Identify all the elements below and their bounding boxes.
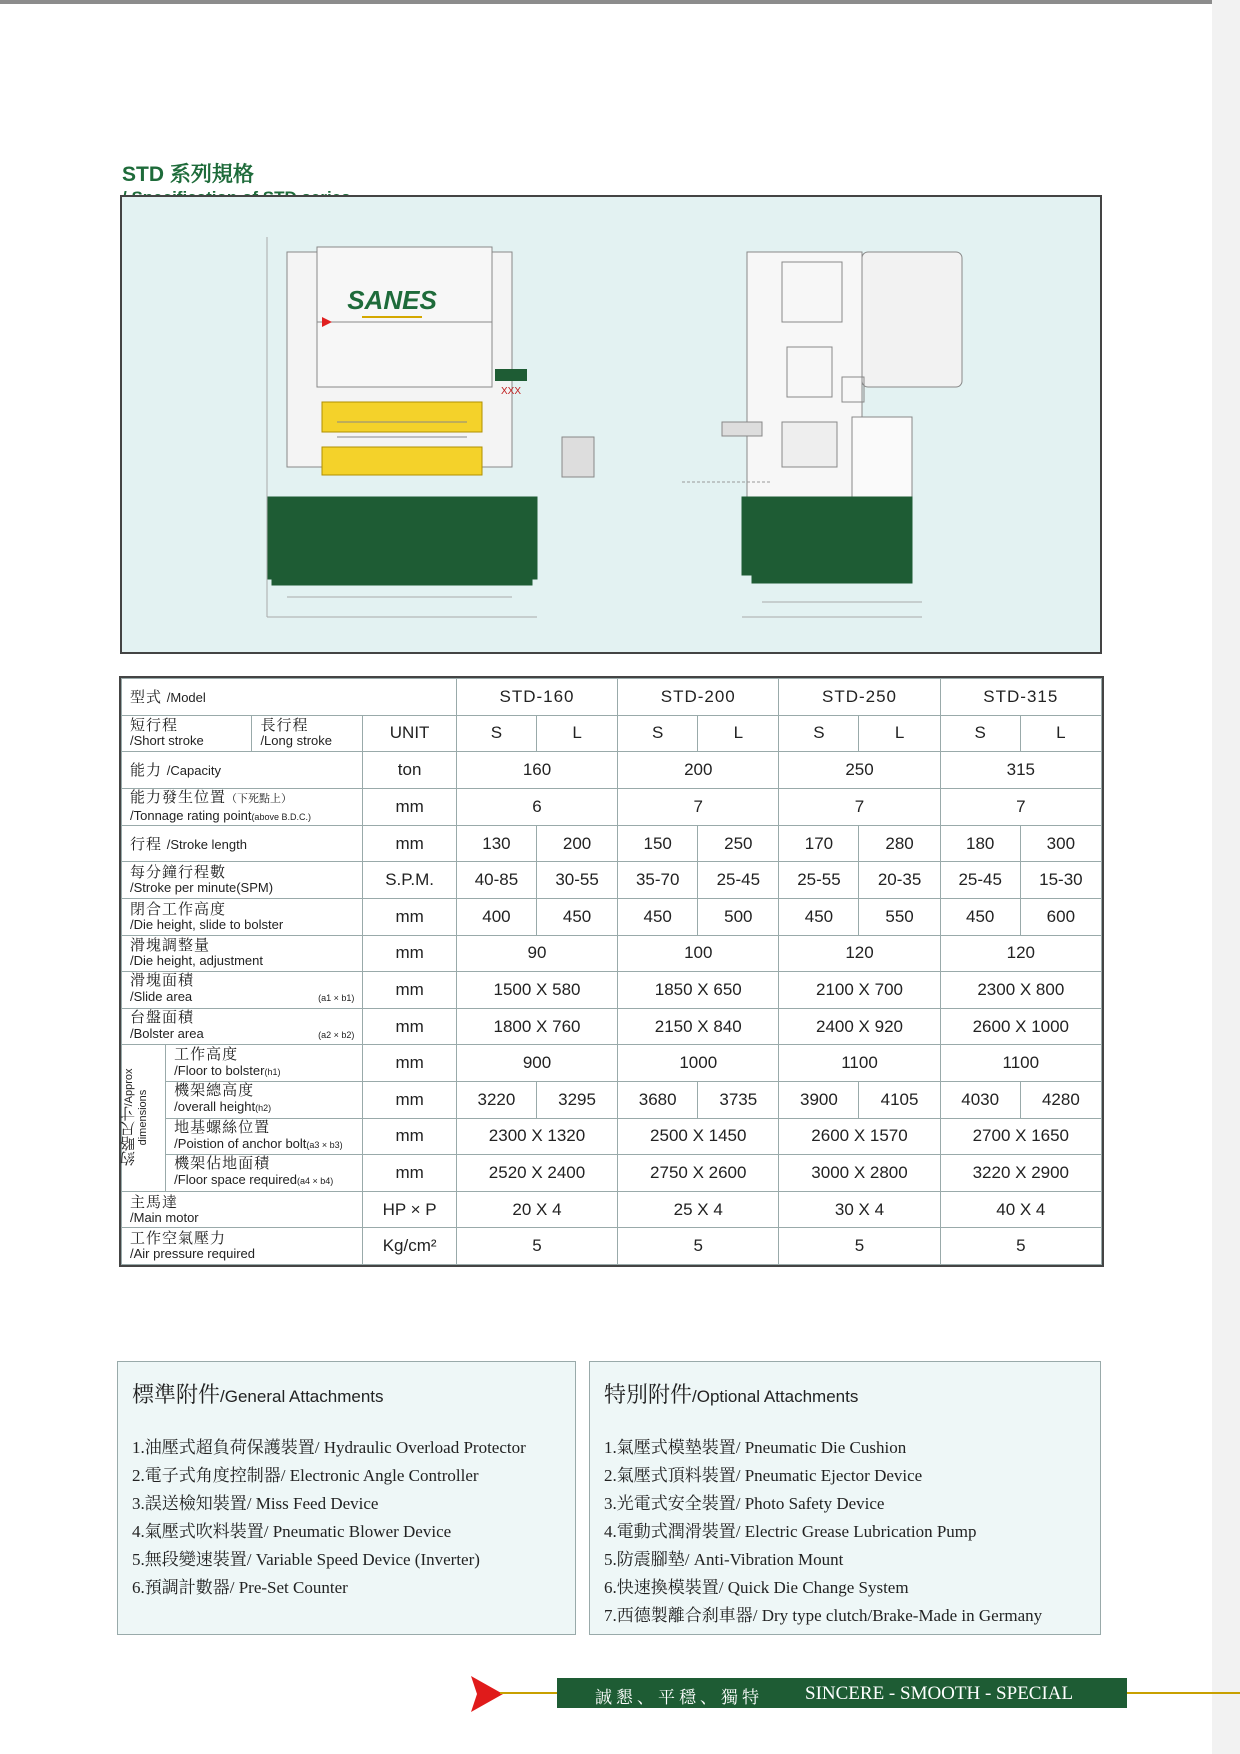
table-row — [122, 1191, 1102, 1228]
value-cell: 40-85 — [456, 862, 536, 899]
unit-cell: mm — [363, 972, 457, 1009]
model-std-200: STD-200 — [618, 679, 779, 716]
value-cell: 5 — [779, 1228, 940, 1265]
value-cell: 2750 X 2600 — [618, 1155, 779, 1192]
value-cell: 15-30 — [1020, 862, 1101, 899]
list-item: 5.防震腳墊/ Anti-Vibration Mount — [604, 1550, 844, 1569]
value-cell: 200 — [536, 825, 617, 862]
value-cell: 2700 X 1650 — [940, 1118, 1101, 1155]
value-cell: 2500 X 1450 — [618, 1118, 779, 1155]
value-cell: 250 — [779, 752, 940, 789]
value-cell: 25-45 — [698, 862, 779, 899]
unit-cell: mm — [363, 825, 457, 862]
row-label: 機架佔地面積 /Floor space required(a4 × b4) — [166, 1155, 363, 1192]
row-label: 滑塊調整量 /Die height, adjustment — [122, 935, 363, 972]
long-stroke-label: 長行程 /Long stroke — [252, 715, 363, 752]
optional-attachments-list — [604, 1434, 1042, 1630]
value-cell: 200 — [618, 752, 779, 789]
table-row — [122, 898, 1102, 935]
row-label: 工作高度 /Floor to bolster(h1) — [166, 1045, 363, 1082]
list-item: 4.氣壓式吹料裝置/ Pneumatic Blower Device — [132, 1522, 452, 1541]
value-cell: 3220 — [456, 1081, 536, 1118]
value-cell: 5 — [456, 1228, 617, 1265]
row-label: 主馬達 /Main motor — [122, 1191, 363, 1228]
value-cell: 130 — [456, 825, 536, 862]
value-cell: 300 — [1020, 825, 1101, 862]
value-cell: 1500 X 580 — [456, 972, 617, 1009]
value-cell: 3900 — [779, 1081, 859, 1118]
value-cell: 100 — [618, 935, 779, 972]
l-header: L — [1020, 715, 1101, 752]
list-item: 2.電子式角度控制器/ Electronic Angle Controller — [132, 1466, 479, 1485]
list-item: 6.快速換模裝置/ Quick Die Change System — [604, 1578, 909, 1597]
value-cell: 5 — [618, 1228, 779, 1265]
l-header: L — [698, 715, 779, 752]
value-cell: 5 — [940, 1228, 1101, 1265]
list-item: 3.光電式安全裝置/ Photo Safety Device — [604, 1494, 885, 1513]
top-border — [0, 0, 1240, 4]
model-std-315: STD-315 — [940, 679, 1101, 716]
value-cell: 30-55 — [536, 862, 617, 899]
value-cell: 90 — [456, 935, 617, 972]
value-cell: 2300 X 1320 — [456, 1118, 617, 1155]
table-row — [122, 1081, 1102, 1118]
s-header: S — [456, 715, 536, 752]
model-plate: XXX — [500, 386, 522, 397]
value-cell: 1100 — [779, 1045, 940, 1082]
s-header: S — [940, 715, 1020, 752]
row-label: 機架總高度 /overall height(h2) — [166, 1081, 363, 1118]
table-row — [122, 752, 1102, 789]
side-view — [682, 252, 962, 617]
value-cell: 20 X 4 — [456, 1191, 617, 1228]
value-cell: 2100 X 700 — [779, 972, 940, 1009]
value-cell: 6 — [456, 788, 617, 825]
s-header: S — [618, 715, 698, 752]
list-item: 1.油壓式超負荷保護裝置/ Hydraulic Overload Protector — [132, 1438, 526, 1457]
value-cell: 120 — [779, 935, 940, 972]
value-cell: 450 — [618, 898, 698, 935]
slogan-zh: 誠懇、平穩、獨特 — [595, 1688, 763, 1707]
table-row — [122, 862, 1102, 899]
table-row — [122, 1228, 1102, 1265]
unit-cell: mm — [363, 898, 457, 935]
table-row — [122, 1045, 1102, 1082]
list-item: 1.氣壓式模墊裝置/ Pneumatic Die Cushion — [604, 1438, 907, 1457]
row-label: 滑塊面積 /Slide area (a1 × b1) — [122, 972, 363, 1009]
general-attachments-list — [132, 1434, 526, 1602]
unit-cell: mm — [363, 1118, 457, 1155]
value-cell: 400 — [456, 898, 536, 935]
brand-logo: SANES — [347, 285, 437, 315]
value-cell: 4105 — [859, 1081, 940, 1118]
row-label: 台盤面積 /Bolster area (a2 × b2) — [122, 1008, 363, 1045]
value-cell: 4280 — [1020, 1081, 1101, 1118]
value-cell: 150 — [618, 825, 698, 862]
value-cell: 30 X 4 — [779, 1191, 940, 1228]
row-label: 每分鐘行程數 /Stroke per minute(SPM) — [122, 862, 363, 899]
value-cell: 7 — [618, 788, 779, 825]
value-cell: 1850 X 650 — [618, 972, 779, 1009]
model-label: 型式 /Model — [122, 679, 457, 716]
value-cell: 450 — [940, 898, 1020, 935]
value-cell: 600 — [1020, 898, 1101, 935]
title-zh: STD 系列規格 — [122, 163, 254, 186]
row-label: 閉合工作高度 /Die height, slide to bolster — [122, 898, 363, 935]
value-cell: 40 X 4 — [940, 1191, 1101, 1228]
value-cell: 4030 — [940, 1081, 1020, 1118]
value-cell: 7 — [940, 788, 1101, 825]
value-cell: 1100 — [940, 1045, 1101, 1082]
general-attachments-title: 標準附件/General Attachments — [132, 1382, 384, 1407]
page-edge — [1212, 0, 1240, 1754]
unit-header: UNIT — [363, 715, 457, 752]
table-row — [122, 935, 1102, 972]
value-cell: 2400 X 920 — [779, 1008, 940, 1045]
model-std-250: STD-250 — [779, 679, 940, 716]
value-cell: 280 — [859, 825, 940, 862]
list-item: 5.無段變速裝置/ Variable Speed Device (Inverter) — [132, 1550, 480, 1569]
unit-cell: S.P.M. — [363, 862, 457, 899]
list-item: 4.電動式潤滑裝置/ Electric Grease Lubrication Pump — [604, 1522, 977, 1541]
value-cell: 2300 X 800 — [940, 972, 1101, 1009]
value-cell: 900 — [456, 1045, 617, 1082]
value-cell: 1000 — [618, 1045, 779, 1082]
list-item: 2.氣壓式頂料裝置/ Pneumatic Ejector Device — [604, 1466, 923, 1485]
unit-cell: mm — [363, 935, 457, 972]
value-cell: 120 — [940, 935, 1101, 972]
spec-table — [119, 676, 1104, 1267]
machine-drawing-panel — [120, 195, 1102, 654]
value-cell: 2600 X 1000 — [940, 1008, 1101, 1045]
value-cell: 2150 X 840 — [618, 1008, 779, 1045]
table-row — [122, 825, 1102, 862]
row-label: 地基螺絲位置 /Poistion of anchor bolt(a3 × b3) — [166, 1118, 363, 1155]
value-cell: 3000 X 2800 — [779, 1155, 940, 1192]
header-row-models — [122, 679, 1102, 716]
optional-attachments-title: 特別附件/Optional Attachments — [604, 1382, 859, 1407]
unit-cell: Kg/cm² — [363, 1228, 457, 1265]
value-cell: 3735 — [698, 1081, 779, 1118]
l-header: L — [536, 715, 617, 752]
value-cell: 450 — [536, 898, 617, 935]
model-std-160: STD-160 — [456, 679, 617, 716]
general-attachments-panel — [117, 1361, 576, 1635]
value-cell: 500 — [698, 898, 779, 935]
value-cell: 7 — [779, 788, 940, 825]
machine-drawing — [122, 197, 1100, 652]
unit-cell: mm — [363, 788, 457, 825]
value-cell: 550 — [859, 898, 940, 935]
group-label: 約略尺寸/Approx dimensions — [122, 1045, 166, 1191]
table-row — [122, 788, 1102, 825]
value-cell: 2600 X 1570 — [779, 1118, 940, 1155]
list-item: 6.預調計數器/ Pre-Set Counter — [132, 1578, 348, 1597]
table-row — [122, 972, 1102, 1009]
row-label: 能力 /Capacity — [122, 752, 363, 789]
value-cell: 250 — [698, 825, 779, 862]
footer-arrow-icon — [471, 1676, 505, 1712]
unit-cell: mm — [363, 1155, 457, 1192]
unit-cell: mm — [363, 1081, 457, 1118]
unit-cell: mm — [363, 1045, 457, 1082]
row-label: 行程 /Stroke length — [122, 825, 363, 862]
list-item: 7.西德製離合刹車器/ Dry type clutch/Brake-Made in Germany — [604, 1606, 1043, 1625]
header-row-strokes — [122, 715, 1102, 752]
footer-slogan-bar — [557, 1678, 1127, 1708]
l-header: L — [859, 715, 940, 752]
short-stroke-label: 短行程 /Short stroke — [122, 715, 252, 752]
value-cell: 450 — [779, 898, 859, 935]
optional-attachments-panel — [589, 1361, 1101, 1635]
unit-cell: HP × P — [363, 1191, 457, 1228]
value-cell: 1800 X 760 — [456, 1008, 617, 1045]
unit-cell: ton — [363, 752, 457, 789]
table-row — [122, 1008, 1102, 1045]
value-cell: 35-70 — [618, 862, 698, 899]
value-cell: 170 — [779, 825, 859, 862]
row-label: 工作空氣壓力 /Air pressure required — [122, 1228, 363, 1265]
slogan-en: SINCERE - SMOOTH - SPECIAL — [805, 1683, 1074, 1704]
row-label: 能力發生位置（下死點上） /Tonnage rating point(above B.D.C.) — [122, 788, 363, 825]
s-header: S — [779, 715, 859, 752]
table-row — [122, 1118, 1102, 1155]
value-cell: 25 X 4 — [618, 1191, 779, 1228]
value-cell: 180 — [940, 825, 1020, 862]
value-cell: 3680 — [618, 1081, 698, 1118]
value-cell: 3295 — [536, 1081, 617, 1118]
value-cell: 2520 X 2400 — [456, 1155, 617, 1192]
value-cell: 160 — [456, 752, 617, 789]
value-cell: 315 — [940, 752, 1101, 789]
value-cell: 20-35 — [859, 862, 940, 899]
value-cell: 3220 X 2900 — [940, 1155, 1101, 1192]
list-item: 3.誤送檢知裝置/ Miss Feed Device — [132, 1494, 379, 1513]
value-cell: 25-55 — [779, 862, 859, 899]
table-row — [122, 1155, 1102, 1192]
unit-cell: mm — [363, 1008, 457, 1045]
value-cell: 25-45 — [940, 862, 1020, 899]
